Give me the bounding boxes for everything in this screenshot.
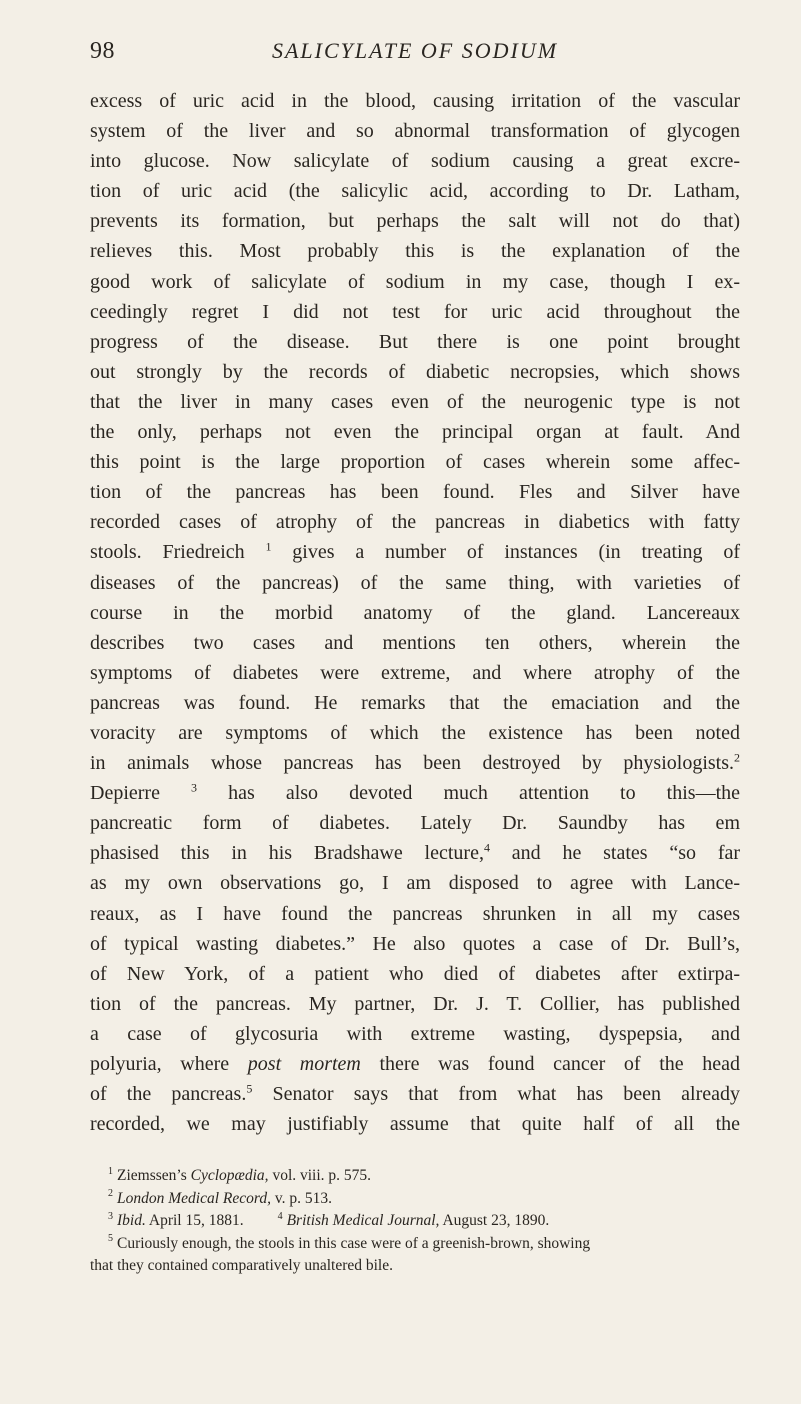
text-line: good work of salicylate of sodium in my case, though I ex- [90,270,740,293]
footnote-title: Ibid. [117,1212,146,1229]
footnote-ref: 4 [483,840,490,855]
text-line [90,838,740,868]
page-header [90,38,740,72]
footnote-ref: 5 [246,1081,253,1096]
body-text [90,86,740,1139]
footnotes [90,1165,740,1278]
text-line: recorded, we may justifiably assume that quite half of all the [90,1113,740,1136]
text-line: course in the morbid anatomy of the gland. Lancereaux [90,601,740,624]
text-fragment: there was found cancer of the head [379,1053,741,1075]
footnote-mark: 2 [108,1188,113,1200]
text-line: tion of the pancreas. My partner, Dr. J. T. Collier, has published [90,992,740,1015]
text-line: progress of the disease. But there is one point brought [90,330,740,353]
footnotes-3-4 [90,1210,740,1233]
page-number: 98 [90,38,115,64]
footnote-5 [90,1233,740,1256]
text-fragment: and he states “so far [511,842,741,865]
text-line: of typical wasting diabetes.” He also quotes a case of Dr. Bull’s, [90,932,740,955]
text-fragment: stools. Friedreich [90,541,245,564]
text-line: a case of glycosuria with extreme wasting, dyspepsia, and [90,1022,740,1045]
text-fragment: of the pancreas. [90,1083,247,1106]
text-line: reaux, as I have found the pancreas shrunken in all my cases [90,902,740,925]
footnote-mark: 1 [108,1165,113,1177]
footnote-text: Curiously enough, the stools in this case were of a greenish-brown, showing [117,1234,591,1252]
footnote-text: April 15, 1881. [148,1212,244,1229]
footnote-2 [90,1188,740,1211]
text-fragment: polyuria, where [90,1053,230,1075]
text-line: tion of the pancreas has been found. Fles and Silver have [90,481,740,504]
footnote-title: British Medical Journal, [286,1212,440,1229]
text-line: of New York, of a patient who died of diabetes after extirpa- [90,962,740,985]
text-line: the only, perhaps not even the principal organ at fault. And [90,421,740,444]
footnote-ref: 2 [734,750,740,765]
footnote-text: vol. viii. p. 575. [272,1167,372,1184]
text-line: relieves this. Most probably this is the explanation of the [90,240,740,263]
footnote-text: v. p. 513. [274,1189,332,1207]
text-line [90,1049,740,1079]
text-line: as my own observations go, I am disposed to agree with Lance- [90,872,740,895]
text-line [90,778,740,808]
text-line: prevents its formation, but perhaps the salt will not do that) [90,210,740,233]
text-line: pancreas was found. He remarks that the emaciation and the [90,691,740,714]
text-line: out strongly by the records of diabetic necropsies, which shows [90,360,740,383]
text-line: describes two cases and mentions ten others, wherein the [90,631,740,654]
footnote-text: August 23, 1890. [442,1212,550,1229]
text-line: this point is the large proportion of cases wherein some affec- [90,451,740,474]
text-line: tion of uric acid (the salicylic acid, according to Dr. Latham, [90,180,740,203]
text-fragment: gives a number of instances (in treating of [292,541,741,564]
text-line: diseases of the pancreas) of the same thing, with varieties of [90,571,740,594]
text-line: recorded cases of atrophy of the pancreas in diabetics with fatty [90,511,740,534]
footnote-5-continued: that they contained comparatively unaltered bile. [90,1257,393,1274]
text-line [90,1079,740,1109]
text-line: that the liver in many cases even of the neurogenic type is not [90,390,740,413]
text-fragment: has also devoted much attention to this—the [228,782,741,805]
footnote-title: London Medical Record, [117,1189,271,1207]
text-line: ceedingly regret I did not test for uric acid throughout the [90,300,740,323]
text-fragment: Senator says that from what has been already [272,1083,740,1106]
footnote-mark: 5 [108,1233,113,1245]
text-line: system of the liver and so abnormal transformation of glycogen [90,120,740,143]
text-line: into glucose. Now salicylate of sodium causing a great excre- [90,150,740,173]
footnote-ref: 3 [191,780,198,795]
text-line [90,537,740,567]
text-fragment: phasised this in his Bradshawe lecture, [90,842,484,865]
text-line [90,748,740,778]
text-line: pancreatic form of diabetes. Lately Dr. Saundby has em [90,812,740,835]
italic-phrase: post mortem [247,1053,361,1075]
footnote-mark: 4 [277,1210,283,1222]
footnote-1 [90,1165,740,1188]
footnote-text: Ziemssen’s [117,1167,187,1184]
footnote-mark: 3 [108,1210,113,1222]
text-fragment: in animals whose pancreas has been destroyed by physiologists. [90,752,734,775]
running-title: SALICYLATE OF SODIUM [271,38,559,63]
text-line: voracity are symptoms of which the existence has been noted [90,721,740,744]
footnote-title: Cyclopædia, [190,1167,269,1184]
text-fragment: Depierre [90,782,160,805]
footnote-ref: 1 [265,539,272,554]
text-line: symptoms of diabetes were extreme, and where atrophy of the [90,661,740,684]
text-line: excess of uric acid in the blood, causing irritation of the vascular [90,90,740,112]
